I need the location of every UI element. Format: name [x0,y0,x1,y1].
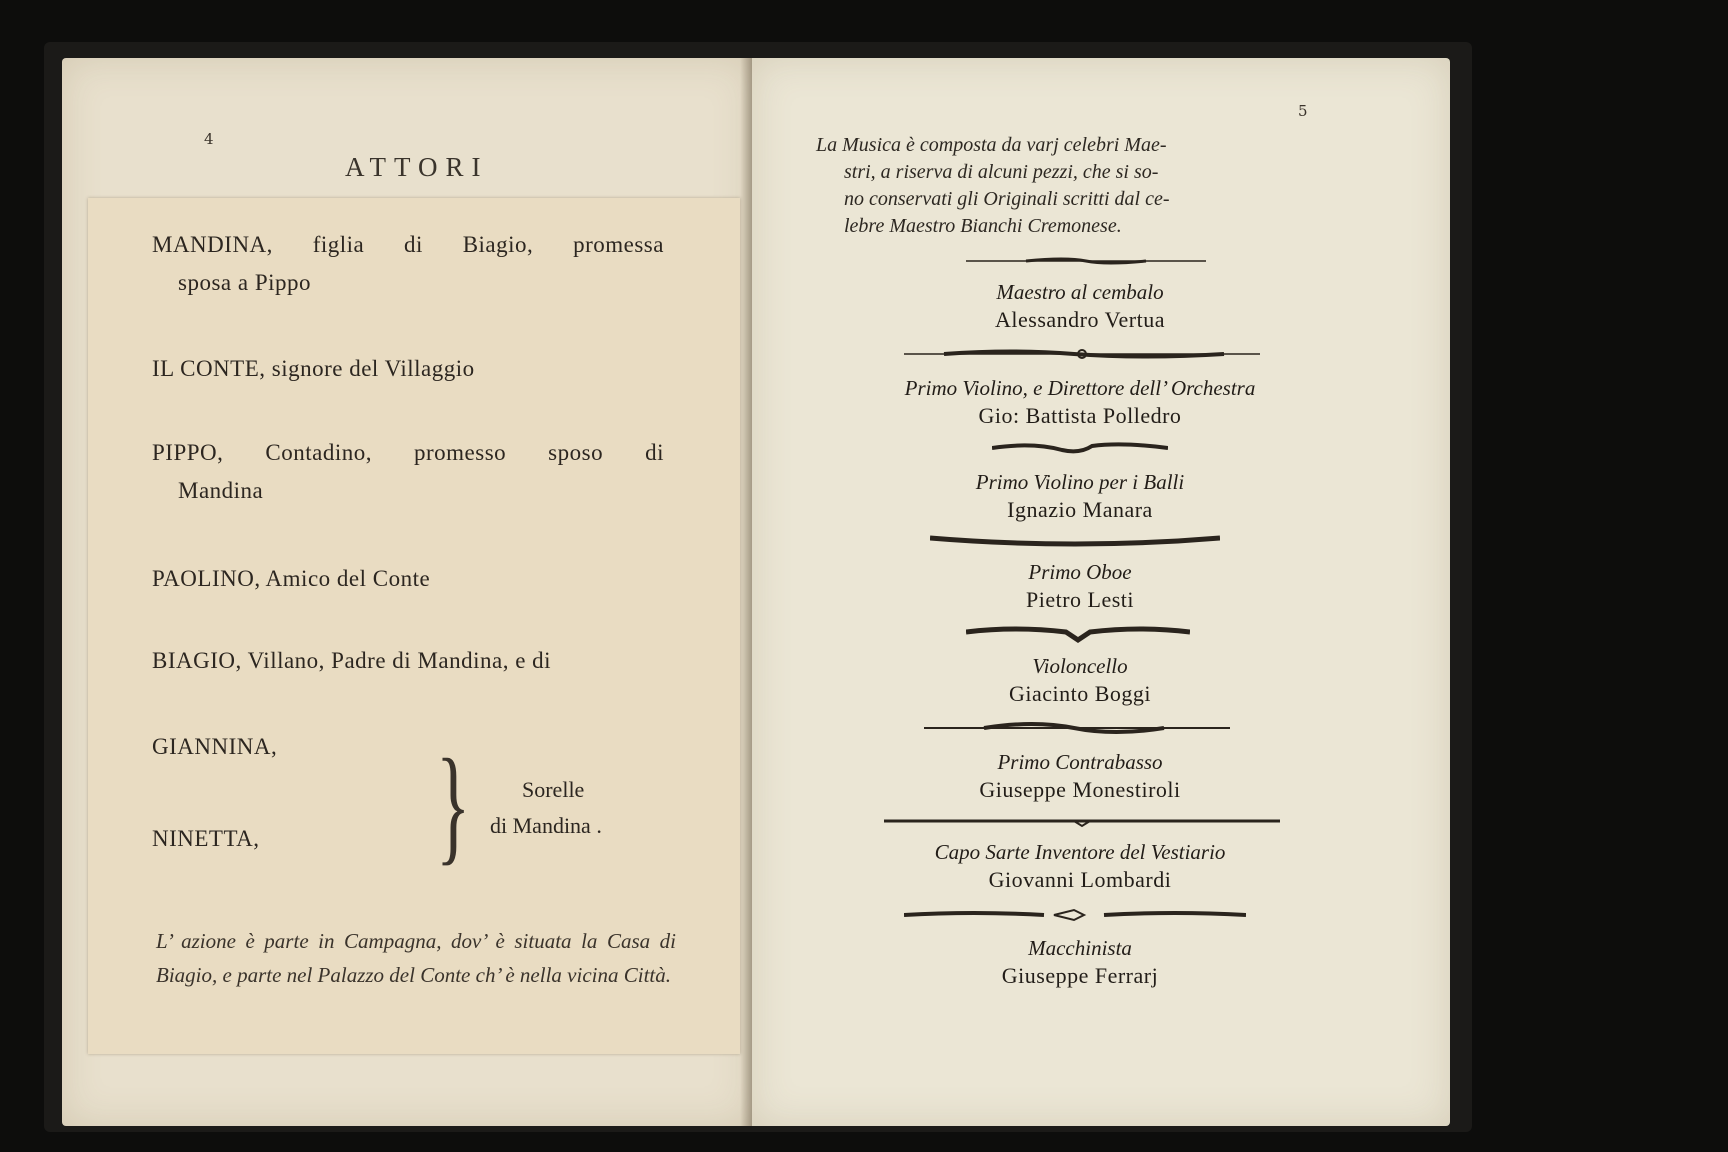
cast-entry-giannina: GIANNINA, [152,734,278,759]
cast-entry-mandina: MANDINA, figlia di Biagio, promessa sposa a Pippo [152,232,664,295]
credit-violoncello: Violoncello Giacinto Boggi [1008,654,1152,706]
credit-macchinista: Macchinista Giuseppe Ferrarj [1001,936,1159,988]
music-intro-paragraph: La Musica è composta da varj celebri Mae- stri, a riserva di alcuni pezzi, che si so- no conservati gli Originali scritti dal ce- lebre Maestro Bianchi Cremonese. [816,134,1170,237]
cast-entry-biagio: BIAGIO, Villano, Padre di Mandina, e di [152,648,552,673]
cast-entry-pippo: PIPPO, Contadino, promesso sposo di Mandina [152,440,664,503]
credit-primo-contrabasso: Primo Contrabasso Giuseppe Monestiroli [979,750,1181,802]
cast-entry-paolino: PAOLINO, Amico del Conte [152,566,431,591]
brace-symbol: } [436,733,471,877]
right-page-number: 5 [1298,102,1308,120]
ornament-divider [966,254,1206,268]
cast-entry-il-conte: IL CONTE, signore del Villaggio [152,356,475,381]
credit-primo-violino-balli: Primo Violino per i Balli Ignazio Manara [975,470,1185,522]
ornament-divider [966,624,1190,644]
ornament-divider [904,906,1246,924]
cast-heading: ATTORI [345,152,489,182]
sisters-note: Sorelle di Mandina . [490,777,602,838]
ornament-divider [930,532,1220,550]
scene-note: L’ azione è parte in Campagna, dov’ è situata la Casa di Biagio, e parte nel Palazzo del Conte ch’ è nella vicina Città. [156,929,676,987]
left-page-number: 4 [204,130,214,148]
credit-maestro-al-cembalo: Maestro al cembalo Alessandro Vertua [995,280,1165,332]
ornament-divider [884,814,1280,828]
credit-primo-violino-direttore: Primo Violino, e Direttore dell’ Orchestra Gio: Battista Polledro [904,376,1256,428]
ornament-divider [904,346,1260,362]
cast-entry-ninetta: NINETTA, [152,826,260,851]
ornament-divider [924,718,1230,738]
ornament-divider [992,440,1168,456]
credit-primo-oboe: Primo Oboe Pietro Lesti [1025,560,1135,612]
credit-capo-sarte: Capo Sarte Inventore del Vestiario Giovanni Lombardi [934,840,1226,892]
